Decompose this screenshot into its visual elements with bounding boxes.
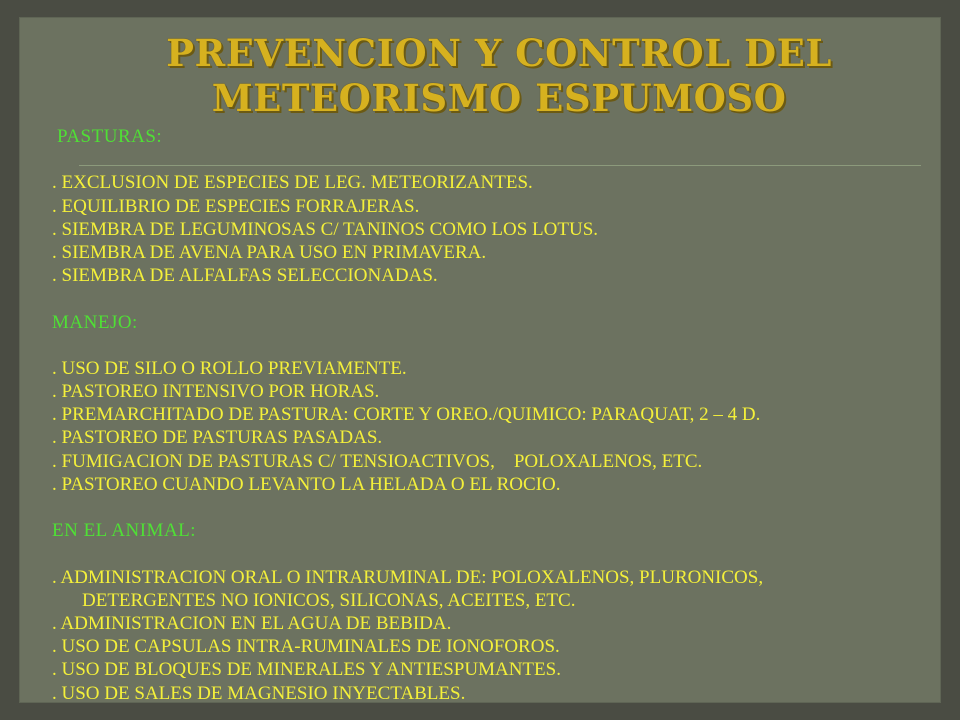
list-item: . ADMINISTRACION ORAL O INTRARUMINAL DE: POLOXALENOS, PLURONICOS,	[52, 566, 764, 588]
list-item: . PASTOREO INTENSIVO POR HORAS.	[52, 381, 380, 403]
list-item: . SIEMBRA DE LEGUMINOSAS C/ TANINOS COMO LOS LOTUS.	[52, 218, 599, 240]
list-item: . PASTOREO DE PASTURAS PASADAS.	[52, 427, 383, 449]
list-item: . USO DE SILO O ROLLO PREVIAMENTE.	[52, 357, 407, 379]
list-item: . SIEMBRA DE ALFALFAS SELECCIONADAS.	[52, 265, 438, 287]
list-item: . ADMINISTRACION EN EL AGUA DE BEBIDA.	[52, 612, 452, 634]
list-item: . PASTOREO CUANDO LEVANTO LA HELADA O EL ROCIO.	[52, 473, 561, 495]
section-heading-pasturas: PASTURAS:	[57, 126, 163, 147]
spacer	[52, 334, 952, 357]
slide-title-line-1: PREVENCION Y CONTROL DEL	[166, 31, 832, 75]
slide-content	[52, 125, 952, 705]
slide-panel	[19, 17, 941, 703]
section-heading-animal: EN EL ANIMAL:	[52, 520, 197, 542]
slide-title-line-2: METEORISMO ESPUMOSO	[211, 76, 787, 120]
spacer	[52, 542, 952, 565]
list-item: . USO DE BLOQUES DE MINERALES Y ANTIESPUMANTES.	[52, 659, 561, 681]
spacer	[52, 496, 952, 519]
list-item-continuation: DETERGENTES NO IONICOS, SILICONAS, ACEITES, ETC.	[82, 589, 576, 611]
list-item: . FUMIGACION DE PASTURAS C/ TENSIOACTIVOS, POLOXALENOS, ETC.	[52, 450, 703, 472]
spacer	[52, 287, 952, 310]
slide-title	[139, 31, 859, 121]
list-item: . PREMARCHITADO DE PASTURA: CORTE Y OREO./QUIMICO: PARAQUAT, 2 – 4 D.	[52, 404, 761, 426]
list-item: . USO DE CAPSULAS INTRA-RUMINALES DE IONOFOROS.	[52, 636, 560, 658]
divider-line	[79, 165, 921, 166]
section-heading-manejo: MANEJO:	[52, 311, 138, 333]
spacer	[52, 148, 952, 171]
list-item: . USO DE SALES DE MAGNESIO INYECTABLES.	[52, 682, 466, 704]
list-item: . SIEMBRA DE AVENA PARA USO EN PRIMAVERA.	[52, 241, 487, 263]
list-item: . EXCLUSION DE ESPECIES DE LEG. METEORIZANTES.	[52, 172, 533, 194]
list-item: . EQUILIBRIO DE ESPECIES FORRAJERAS.	[52, 195, 420, 217]
